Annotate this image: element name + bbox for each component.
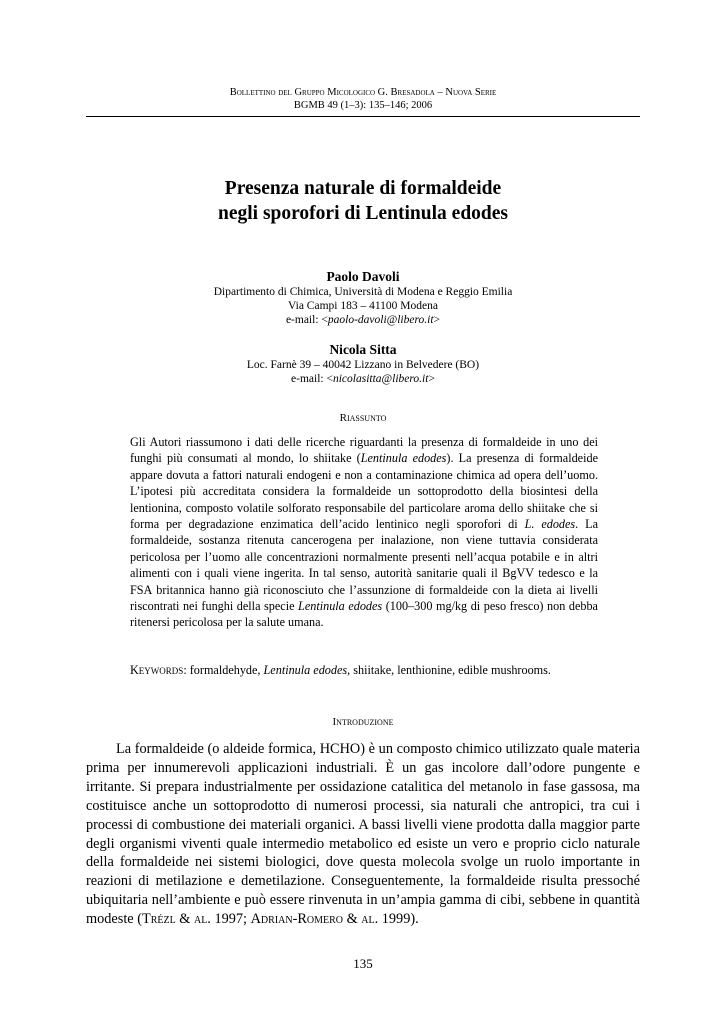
body-text: La formaldeide (o aldeide formica, HCHO) è un composto chimico utilizzato quale materia prima per innumerevoli applicazioni industriali. È un gas incolore dall’odore pungente e irritante. Si prepara industrialmente per ossidazione catalitica del metanolo in fase gassosa, ma costituisce anche un sottoprodotto di numerosi processi, sia naturali che antropici, tra cui i processi di combustione dei materiali organici. A bassi livelli viene prodotta dalla maggior parte degli organismi viventi quale intermedio metabolico ed esiste un vero e proprio ciclo naturale della formaldeide nei sistemi biologici, dove questa molecola svolge un ruolo importante in reazioni di metilazione e demetilazione. Conseguentemente, la formaldeide risulta pressoché ubiquitaria nell’ambiente e può essere rinvenuta in un’ampia gamma di cibi, sebbene in quantità modeste ( [86,741,640,928]
author-email-link[interactable]: nicolasitta@libero.it [332,373,429,386]
title-line-1: Presenza naturale di formaldeide [224,178,502,199]
species-name: Lentinula edodes [263,663,348,677]
abstract-text: Gli Autori riassumono i dati delle ricerche riguardanti la presenza di formaldeide in uno dei funghi più consumati al mondo, lo shiitake ( [130,435,598,466]
paper-title [86,176,640,226]
abstract-text: (100–300 mg/kg di peso fresco) non debba ritenersi pericolosa per la salute umana. [130,599,598,630]
author-block-sitta [86,341,640,386]
body-text: 1997; [210,911,251,928]
species-name: Lentinula edodes [360,451,447,466]
author-email-link[interactable]: paolo-davoli@libero.it [327,314,434,327]
abstract-text: . La formaldeide, sostanza ritenuta cancerogena per inalazione, non viene tuttavia considerata pericolosa per l’uomo alle concentrazioni normalmente presenti nell’acqua potabile e in altri alimenti con i quali viene ingerita. In tal senso, autorità sanitarie quali il BgVV tedesco e la FSA britannica hanno già riconosciuto che l’assunzione di formaldeide con la dieta ai livelli riscontrati nei funghi della specie [130,517,598,614]
body-text: 1999). [378,911,419,928]
abstract-text: ). La presenza di formaldeide appare dovuta a fattori naturali endogeni e non a contaminazione chimica ad opera dell’uomo. L’ipotesi più accreditata considera la formaldeide un sottoprodotto della biosintesi della lentionina, composto volatile solforato responsabile del particolare aroma dello shiitake che si forma per degradazione enzimatica dell’acido lentinico negli sporofori di [130,451,598,532]
keywords-text: , shiitake, lenthionine, edible mushrooms. [347,663,551,677]
abstract-body [130,434,598,631]
citation-ref: Trézl & al. [141,911,211,928]
email-suffix: > [433,314,441,327]
title-line-2: negli sporofori di Lentinula edodes [217,203,508,224]
author-block-davoli [86,268,640,328]
email-prefix: e-mail: < [291,373,333,386]
keywords-label: Keywords [130,663,184,677]
author-address: Via Campi 183 – 41100 Modena [288,300,438,313]
species-name: L. edodes [524,517,576,532]
author-affiliation: Dipartimento di Chimica, Università di Modena e Reggio Emilia [213,286,513,298]
author-name: Paolo Davoli [326,269,400,284]
page-number: 135 [353,956,373,971]
abstract-paragraph [130,434,598,631]
email-suffix: > [428,373,435,386]
journal-header [86,86,640,112]
introduction-heading: Introduzione [332,716,394,728]
email-prefix: e-mail: < [285,314,328,327]
author-email-line [86,313,640,327]
species-name: Lentinula edodes [298,599,383,614]
author-email-line [86,372,640,386]
author-address: Loc. Farnè 39 – 40042 Lizzano in Belvedere (BO) [246,359,480,371]
keywords-text: : formaldehyde, [183,663,264,677]
keywords-line [130,662,598,678]
header-rule [86,116,640,117]
journal-name: Bollettino del Gruppo Micologico G. Bresadola – Nuova Serie [229,87,497,98]
abstract-heading: Riassunto [339,412,387,424]
citation-ref: Adrian-Romero & al. [250,911,379,928]
introduction-body [86,740,640,929]
journal-citation: BGMB 49 (1–3): 135–146; 2006 [293,100,433,111]
introduction-paragraph [86,740,640,929]
author-name: Nicola Sitta [329,342,397,357]
